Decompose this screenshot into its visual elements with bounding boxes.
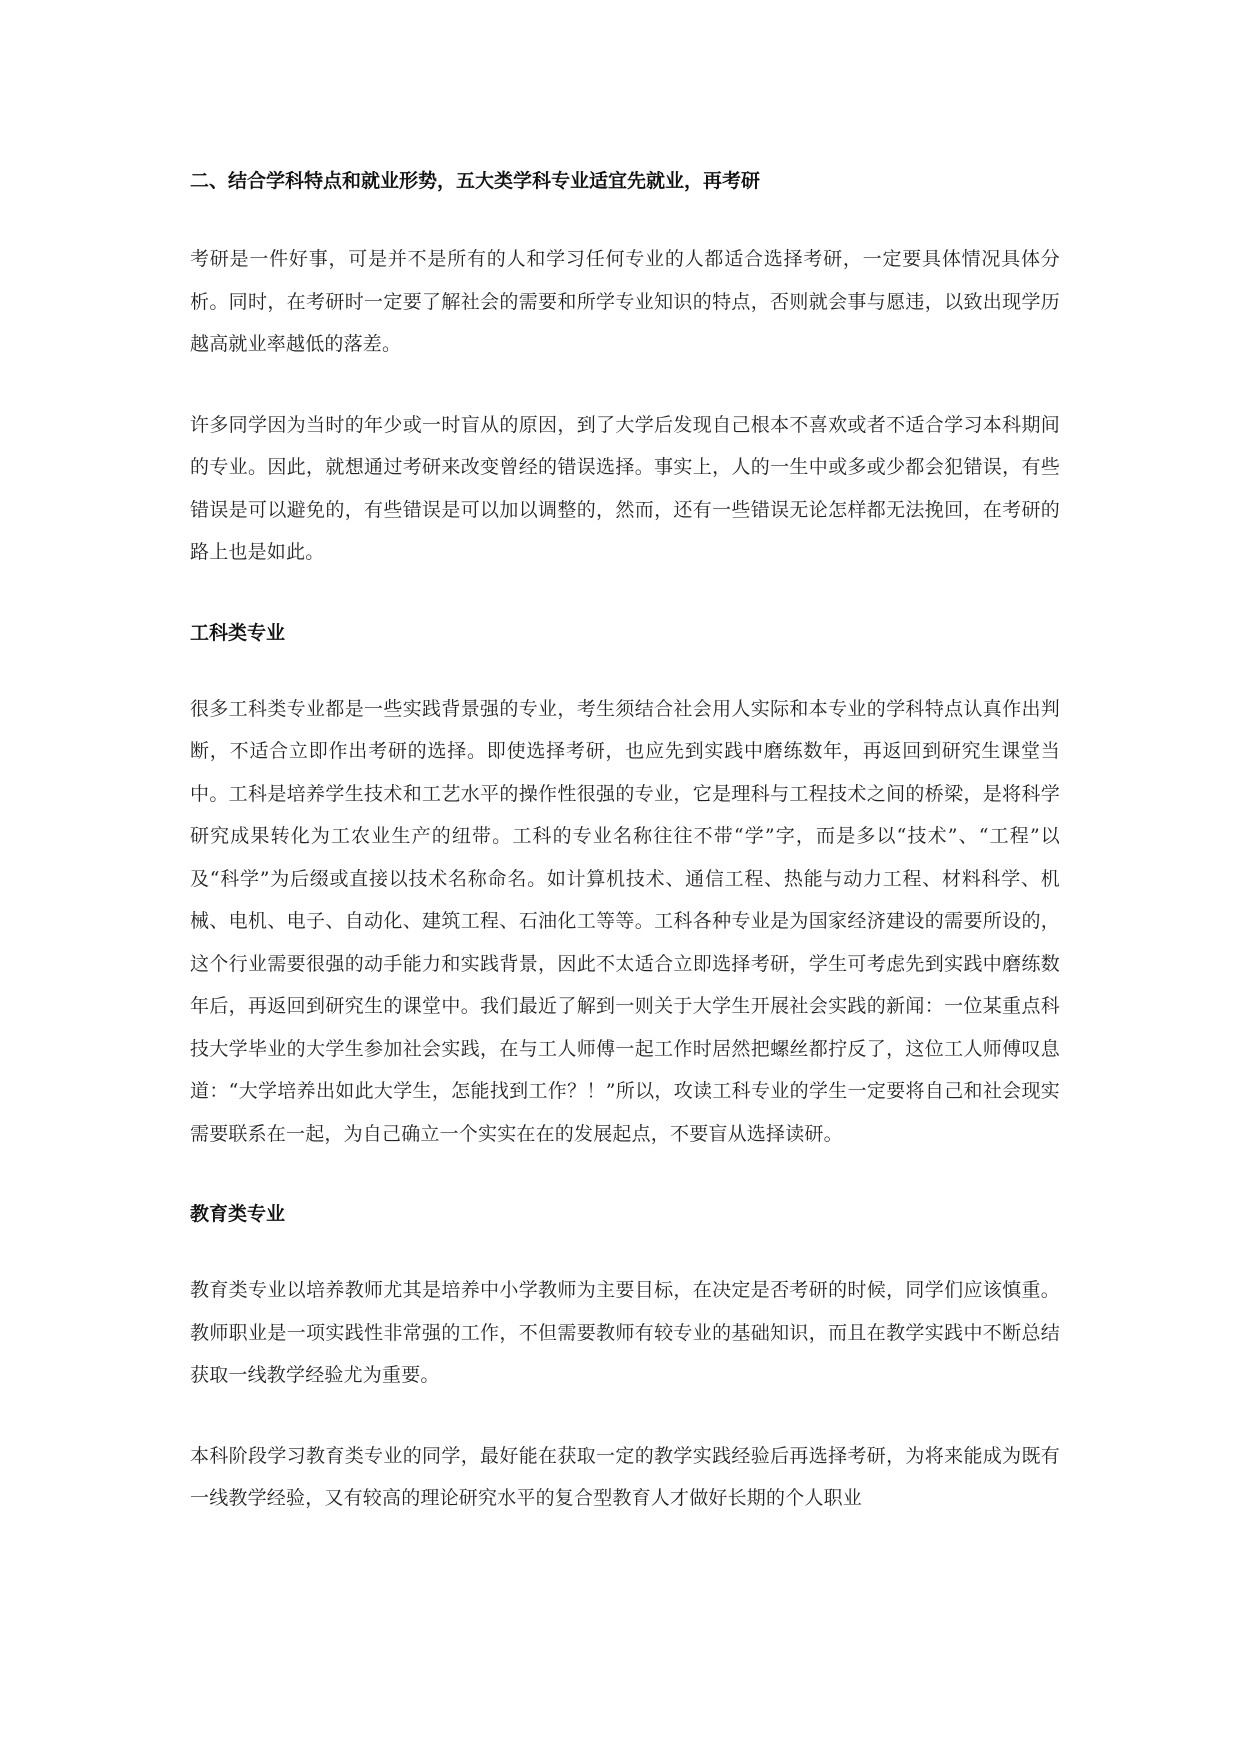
section-title: 二、结合学科特点和就业形势，五大类学科专业适宜先就业，再考研 bbox=[190, 170, 761, 192]
paragraph-mistakes: 许多同学因为当时的年少或一时盲从的原因，到了大学后发现自己根本不喜欢或者不适合学习本科期间的专业。因此，就想通过考研来改变曾经的错误选择。事实上，人的一生中或多或少都会犯错误，有些错误是可以避免的，有些错误是可以加以调整的，然而，还有一些错误无论怎样都无法挽回，在考研的路上也是如此。 bbox=[190, 413, 1060, 563]
paragraph-intro: 考研是一件好事，可是并不是所有的人和学习任何专业的人都适合选择考研，一定要具体情况具体分析。同时，在考研时一定要了解社会的需要和所学专业知识的特点，否则就会事与愿违，以致出现学历越高就业率越低的落差。 bbox=[190, 248, 1060, 355]
paragraph-education-advice: 本科阶段学习教育类专业的同学，最好能在获取一定的教学实践经验后再选择考研，为将来能成为既有一线教学经验，又有较高的理论研究水平的复合型教育人才做好长期的个人职业 bbox=[190, 1444, 1060, 1509]
document-page bbox=[190, 160, 1060, 1558]
paragraph-education: 教育类专业以培养教师尤其是培养中小学教师为主要目标，在决定是否考研的时候，同学们应该慎重。教师职业是一项实践性非常强的工作，不但需要教师有较专业的基础知识，而且在教学实践中不断总结获取一线教学经验尤为重要。 bbox=[190, 1279, 1060, 1386]
education-subheading: 教育类专业 bbox=[190, 1203, 286, 1225]
engineering-subheading: 工科类专业 bbox=[190, 621, 286, 644]
paragraph-engineering: 很多工科类专业都是一些实践背景强的专业，考生须结合社会用人实际和本专业的学科特点认真作出判断，不适合立即作出考研的选择。即使选择考研，也应先到实践中磨练数年，再返回到研究生课堂当中。工科是培养学生技术和工艺水平的操作性很强的专业，它是理科与工程技术之间的桥梁，是将科学研究成果转化为工农业生产的纽带。工科的专业名称往往不带“学”字，而是多以“技术”、“工程”以及“科学”为后缀或直接以技术名称命名。如计算机技术、通信工程、热能与动力工程、材料科学、机械、电机、电子、自动化、建筑工程、石油化工等等。工科各种专业是为国家经济建设的需要所设的，这个行业需要很强的动手能力和实践背景，因此不太适合立即选择考研，学生可考虑先到实践中磨练数年后，再返回到研究生的课堂中。我们最近了解到一则关于大学生开展社会实践的新闻：一位某重点科技大学毕业的大学生参加社会实践，在与工人师傅一起工作时居然把螺丝都拧反了，这位工人师傅叹息道：“大学培养出如此大学生，怎能找到工作？！”所以，攻读工科专业的学生一定要将自己和社会现实需要联系在一起，为自己确立一个实实在在的发展起点，不要盲从选择读研。 bbox=[190, 697, 1060, 1145]
